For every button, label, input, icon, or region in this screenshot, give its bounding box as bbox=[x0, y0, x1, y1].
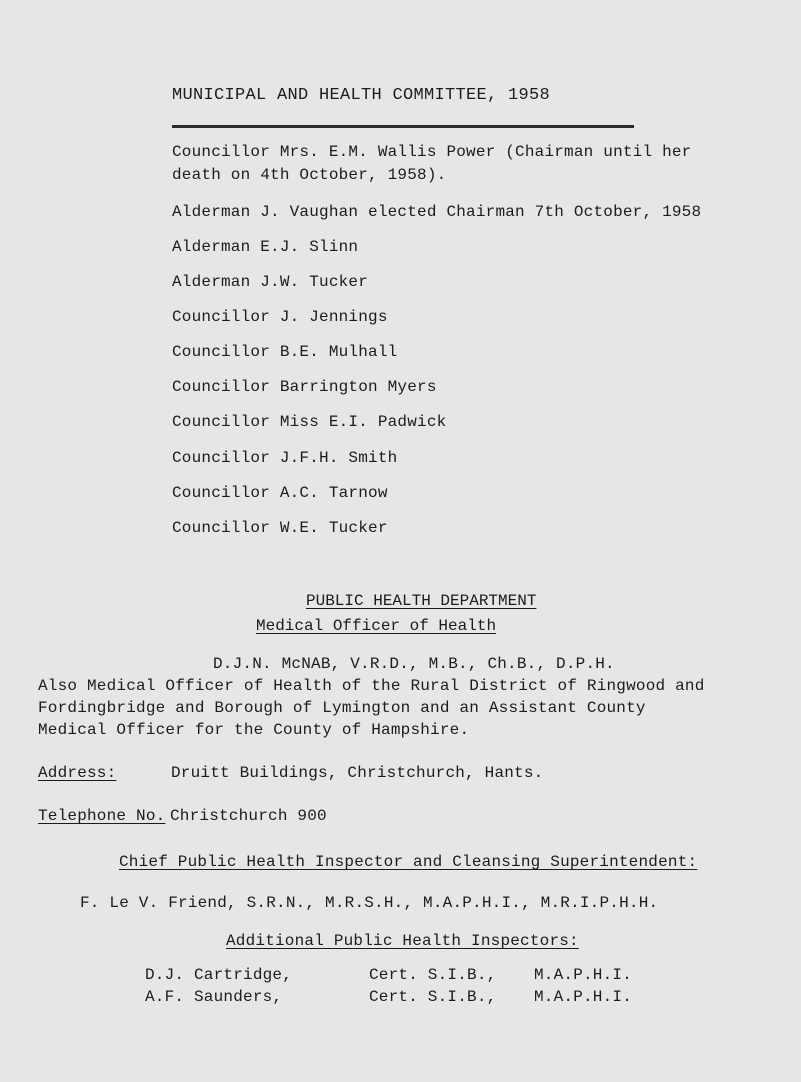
address-value: Druitt Buildings, Christchurch, Hants. bbox=[171, 764, 544, 782]
committee-member: Councillor J. Jennings bbox=[172, 308, 388, 326]
inspector-cert: Cert. S.I.B., bbox=[369, 966, 497, 984]
committee-member: Councillor A.C. Tarnow bbox=[172, 484, 388, 502]
department-title: PUBLIC HEALTH DEPARTMENT bbox=[306, 592, 537, 610]
medical-officer-description: Fordingbridge and Borough of Lymington and an Assistant County bbox=[38, 699, 646, 717]
medical-officer-description: Medical Officer for the County of Hampshire. bbox=[38, 721, 470, 739]
committee-member: Councillor W.E. Tucker bbox=[172, 519, 388, 537]
committee-member: Councillor Mrs. E.M. Wallis Power (Chairman until her bbox=[172, 143, 692, 161]
committee-member: Councillor J.F.H. Smith bbox=[172, 449, 398, 467]
inspector-cert: Cert. S.I.B., bbox=[369, 988, 497, 1006]
inspector-qualification: M.A.P.H.I. bbox=[534, 966, 633, 984]
committee-member: Alderman J. Vaughan elected Chairman 7th October, 1958 bbox=[172, 203, 702, 221]
committee-member: Alderman E.J. Slinn bbox=[172, 238, 359, 256]
committee-member: Councillor Barrington Myers bbox=[172, 378, 437, 396]
inspector-qualification: M.A.P.H.I. bbox=[534, 988, 633, 1006]
committee-member: Councillor Miss E.I. Padwick bbox=[172, 413, 447, 431]
medical-officer-name: D.J.N. McNAB, V.R.D., M.B., Ch.B., D.P.H. bbox=[213, 655, 615, 673]
medical-officer-heading: Medical Officer of Health bbox=[256, 617, 497, 635]
committee-member: Councillor B.E. Mulhall bbox=[172, 343, 398, 361]
chief-inspector-name: F. Le V. Friend, S.R.N., M.R.S.H., M.A.P.H.I., M.R.I.P.H.H. bbox=[80, 894, 659, 912]
header-rule bbox=[172, 125, 634, 128]
page-header: MUNICIPAL AND HEALTH COMMITTEE, 1958 bbox=[172, 86, 551, 105]
inspector-name: D.J. Cartridge, bbox=[145, 966, 293, 984]
committee-member: Alderman J.W. Tucker bbox=[172, 273, 369, 291]
telephone-value: Christchurch 900 bbox=[170, 807, 327, 825]
chief-inspector-heading: Chief Public Health Inspector and Cleansing Superintendent: bbox=[119, 853, 698, 871]
committee-member: death on 4th October, 1958). bbox=[172, 166, 447, 184]
inspector-name: A.F. Saunders, bbox=[145, 988, 283, 1006]
address-label: Address: bbox=[38, 764, 117, 782]
medical-officer-description: Also Medical Officer of Health of the Rural District of Ringwood and bbox=[38, 677, 705, 695]
telephone-label: Telephone No. bbox=[38, 807, 166, 825]
additional-inspectors-heading: Additional Public Health Inspectors: bbox=[226, 932, 579, 950]
